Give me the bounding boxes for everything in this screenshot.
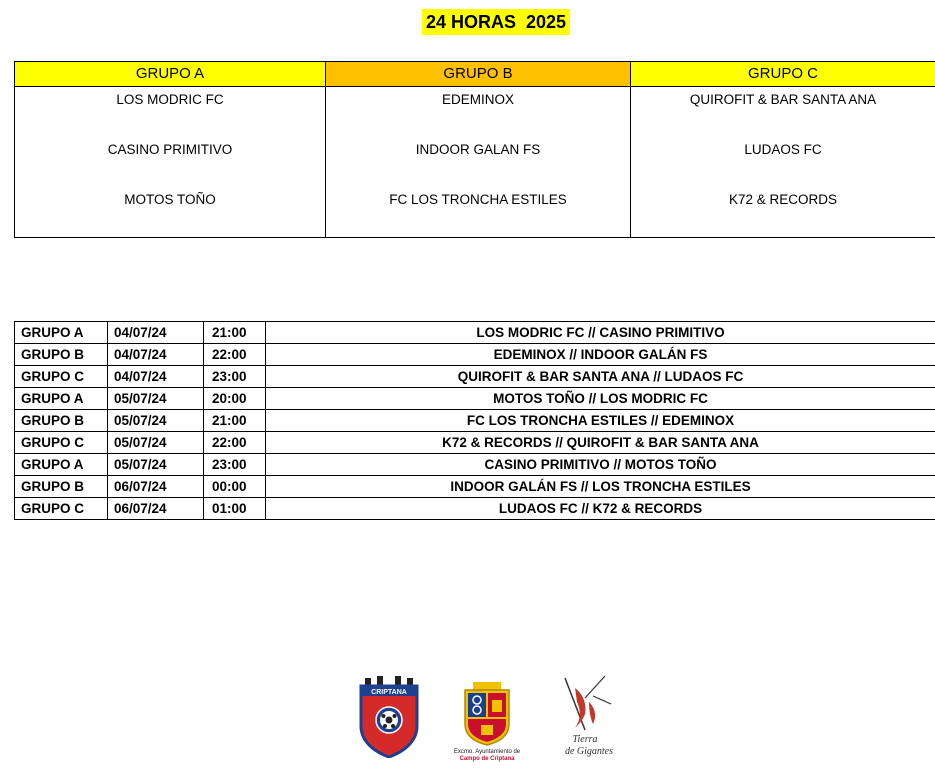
match-date: 04/07/24	[108, 366, 204, 388]
match-date: 04/07/24	[108, 322, 204, 344]
schedule-row	[15, 498, 935, 520]
match-teams: LOS MODRIC FC // CASINO PRIMITIVO	[266, 322, 935, 344]
match-group: GRUPO B	[15, 344, 108, 366]
match-date: 06/07/24	[108, 498, 204, 520]
group-b-team: INDOOR GALAN FS	[326, 137, 631, 187]
match-teams: QUIROFIT & BAR SANTA ANA // LUDAOS FC	[266, 366, 935, 388]
match-teams: MOTOS TOÑO // LOS MODRIC FC	[266, 388, 935, 410]
sponsor-logos	[355, 668, 625, 763]
schedule-table	[14, 321, 935, 520]
group-b-team: EDEMINOX	[326, 87, 631, 138]
match-group: GRUPO A	[15, 388, 108, 410]
groups-team-row	[15, 187, 935, 238]
match-date: 06/07/24	[108, 476, 204, 498]
groups-table	[14, 61, 935, 238]
schedule-row	[15, 454, 935, 476]
svg-text:CRIPTANA: CRIPTANA	[371, 689, 407, 696]
schedule-row	[15, 432, 935, 454]
match-time: 23:00	[204, 366, 266, 388]
match-teams: CASINO PRIMITIVO // MOTOS TOÑO	[266, 454, 935, 476]
match-group: GRUPO C	[15, 366, 108, 388]
match-group: GRUPO C	[15, 498, 108, 520]
schedule-row	[15, 410, 935, 432]
groups-team-row	[15, 137, 935, 187]
match-date: 05/07/24	[108, 388, 204, 410]
match-teams: K72 & RECORDS // QUIROFIT & BAR SANTA ANA	[266, 432, 935, 454]
criptana-futbol-sala-logo	[355, 676, 423, 758]
match-group: GRUPO B	[15, 410, 108, 432]
match-date: 05/07/24	[108, 454, 204, 476]
groups-header-row	[15, 62, 935, 87]
match-time: 21:00	[204, 322, 266, 344]
svg-text:Tierra: Tierra	[572, 734, 598, 745]
groups-team-row	[15, 87, 935, 138]
ayuntamiento-coat-of-arms-logo	[437, 682, 537, 762]
svg-text:de Gigantes: de Gigantes	[564, 746, 614, 757]
match-group: GRUPO A	[15, 454, 108, 476]
match-time: 21:00	[204, 410, 266, 432]
match-group: GRUPO C	[15, 432, 108, 454]
group-a-team: LOS MODRIC FC	[15, 87, 326, 138]
schedule-row	[15, 476, 935, 498]
svg-text:Campo de Criptana: Campo de Criptana	[459, 756, 515, 762]
group-b-header: GRUPO B	[326, 62, 631, 87]
group-c-header: GRUPO C	[631, 62, 935, 87]
match-time: 22:00	[204, 344, 266, 366]
match-time: 01:00	[204, 498, 266, 520]
group-a-team: CASINO PRIMITIVO	[15, 137, 326, 187]
group-c-team: K72 & RECORDS	[631, 187, 935, 238]
schedule-row	[15, 388, 935, 410]
schedule-row	[15, 366, 935, 388]
group-c-team: QUIROFIT & BAR SANTA ANA	[631, 87, 935, 138]
group-c-team: LUDAOS FC	[631, 137, 935, 187]
match-date: 05/07/24	[108, 432, 204, 454]
group-b-team: FC LOS TRONCHA ESTILES	[326, 187, 631, 238]
match-group: GRUPO B	[15, 476, 108, 498]
match-date: 04/07/24	[108, 344, 204, 366]
match-time: 23:00	[204, 454, 266, 476]
match-date: 05/07/24	[108, 410, 204, 432]
schedule-row	[15, 322, 935, 344]
match-teams: LUDAOS FC // K72 & RECORDS	[266, 498, 935, 520]
group-a-team: MOTOS TOÑO	[15, 187, 326, 238]
svg-text:Excmo. Ayuntamiento de: Excmo. Ayuntamiento de	[453, 749, 521, 755]
page-title: 24 HORAS 2025	[422, 9, 570, 35]
tierra-de-gigantes-logo	[545, 668, 625, 760]
group-a-header: GRUPO A	[15, 62, 326, 87]
match-teams: FC LOS TRONCHA ESTILES // EDEMINOX	[266, 410, 935, 432]
match-teams: INDOOR GALÁN FS // LOS TRONCHA ESTILES	[266, 476, 935, 498]
schedule-row	[15, 344, 935, 366]
match-time: 20:00	[204, 388, 266, 410]
match-time: 00:00	[204, 476, 266, 498]
match-group: GRUPO A	[15, 322, 108, 344]
match-time: 22:00	[204, 432, 266, 454]
match-teams: EDEMINOX // INDOOR GALÁN FS	[266, 344, 935, 366]
